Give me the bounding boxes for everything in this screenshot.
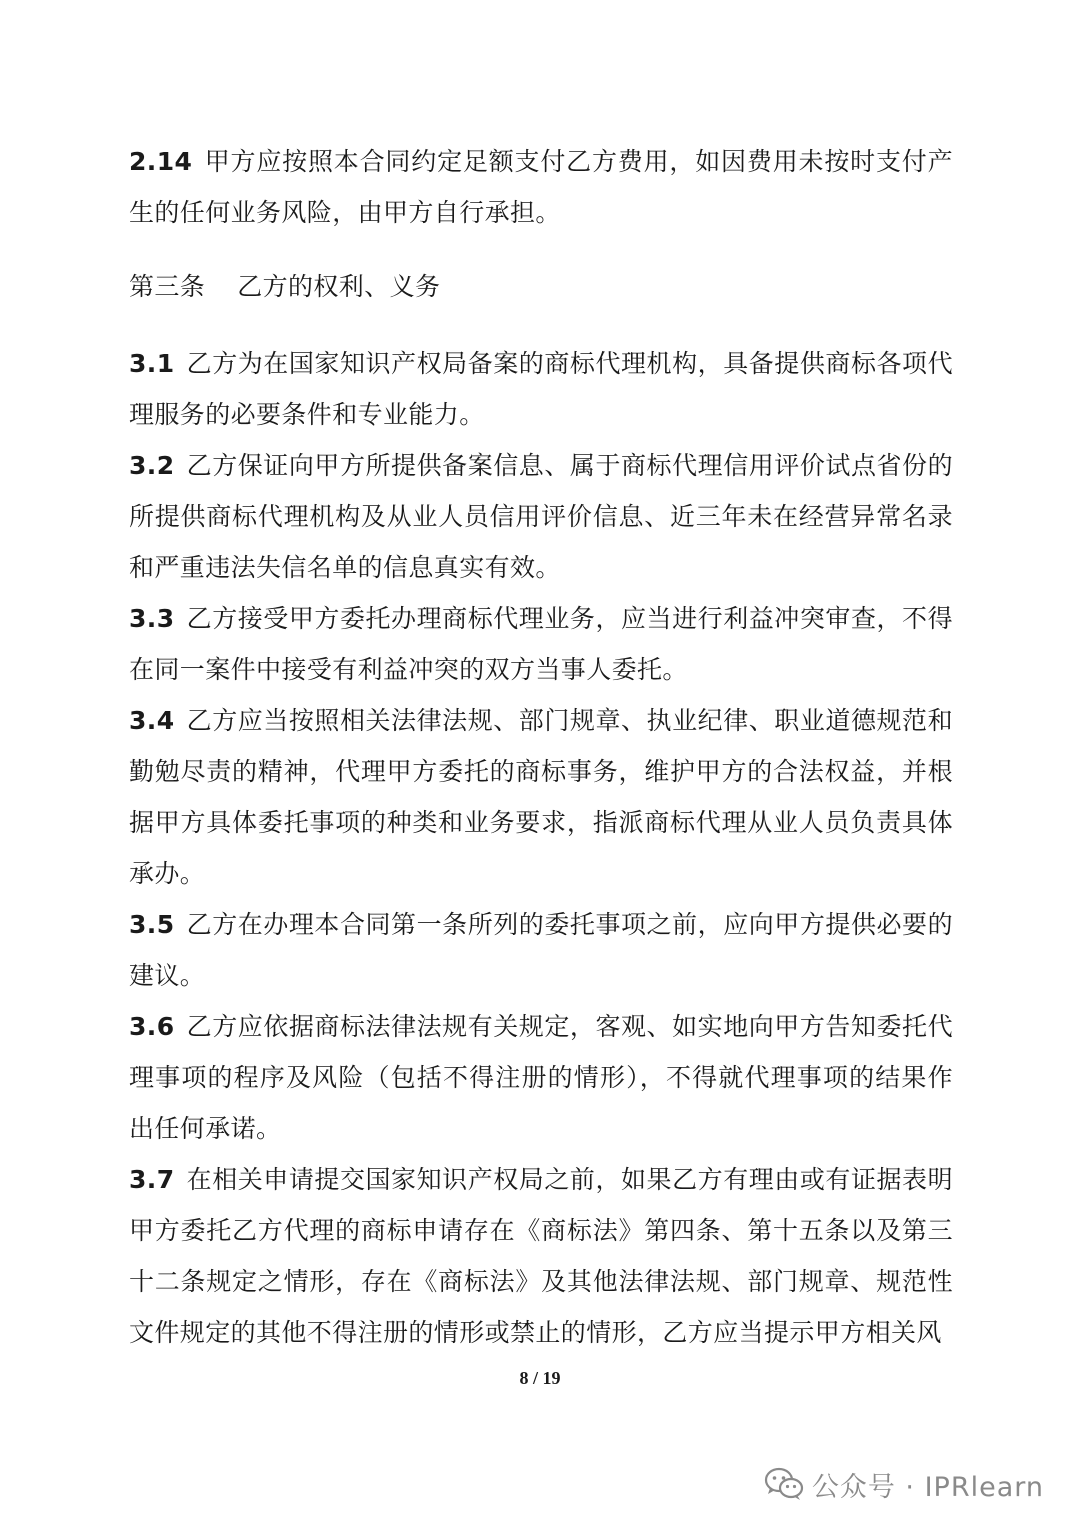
clause-text: 乙方保证向甲方所提供备案信息、属于商标代理信用评价试点省份的所提供商标代理机构及从业人员信用评价信息、近三年未在经营异常名录和严重违法失信名单的信息真实有效。 [129, 451, 953, 582]
section-heading [129, 261, 953, 312]
watermark-text: 公众号 · IPRlearn [811, 1471, 1044, 1503]
clause-text: 甲方应按照本合同约定足额支付乙方费用，如因费用未按时支付产生的任何业务风险，由甲方自行承担。 [129, 147, 953, 227]
clause-3-4 [129, 695, 953, 899]
clause-number: 3.7 [129, 1165, 175, 1194]
clause-number: 3.2 [129, 451, 175, 480]
wechat-icon [764, 1467, 804, 1501]
clause-number: 3.1 [129, 349, 175, 378]
clause-number: 3.6 [129, 1012, 175, 1041]
clause-3-5 [129, 899, 953, 1001]
clause-3-6 [129, 1001, 953, 1154]
watermark [764, 1464, 1044, 1504]
clause-text: 乙方应当按照相关法律法规、部门规章、执业纪律、职业道德规范和勤勉尽责的精神，代理甲方委托的商标事务，维护甲方的合法权益，并根据甲方具体委托事项的种类和业务要求，指派商标代理从业人员负责具体承办。 [129, 706, 953, 888]
clause-text: 乙方应依据商标法律法规有关规定，客观、如实地向甲方告知委托代理事项的程序及风险（包括不得注册的情形），不得就代理事项的结果作出任何承诺。 [129, 1012, 953, 1143]
clause-3-3 [129, 593, 953, 695]
document-body [129, 136, 953, 1358]
clause-text: 乙方在办理本合同第一条所列的委托事项之前，应向甲方提供必要的建议。 [129, 910, 953, 990]
clause-number: 3.4 [129, 706, 175, 735]
clause-text: 乙方接受甲方委托办理商标代理业务，应当进行利益冲突审查，不得在同一案件中接受有利益冲突的双方当事人委托。 [129, 604, 953, 684]
clause-2-14 [129, 136, 953, 238]
section-title: 乙方的权利、义务 [237, 272, 441, 301]
section-article: 第三条 [129, 272, 206, 301]
clause-number: 2.14 [129, 147, 193, 176]
clause-text: 在相关申请提交国家知识产权局之前，如果乙方有理由或有证据表明甲方委托乙方代理的商标申请存在《商标法》第四条、第十五条以及第三十二条规定之情形，存在《商标法》及其他法律法规、部门规章、规范性文件规定的其他不得注册的情形或禁止的情形，乙方应当提示甲方相关风 [129, 1165, 953, 1347]
clause-3-2 [129, 440, 953, 593]
clause-3-7 [129, 1154, 953, 1358]
page-number: 8 / 19 [519, 1368, 561, 1388]
clause-3-1 [129, 338, 953, 440]
clause-number: 3.3 [129, 604, 175, 633]
clause-text: 乙方为在国家知识产权局备案的商标代理机构，具备提供商标各项代理服务的必要条件和专业能力。 [129, 349, 953, 429]
clause-number: 3.5 [129, 910, 175, 939]
